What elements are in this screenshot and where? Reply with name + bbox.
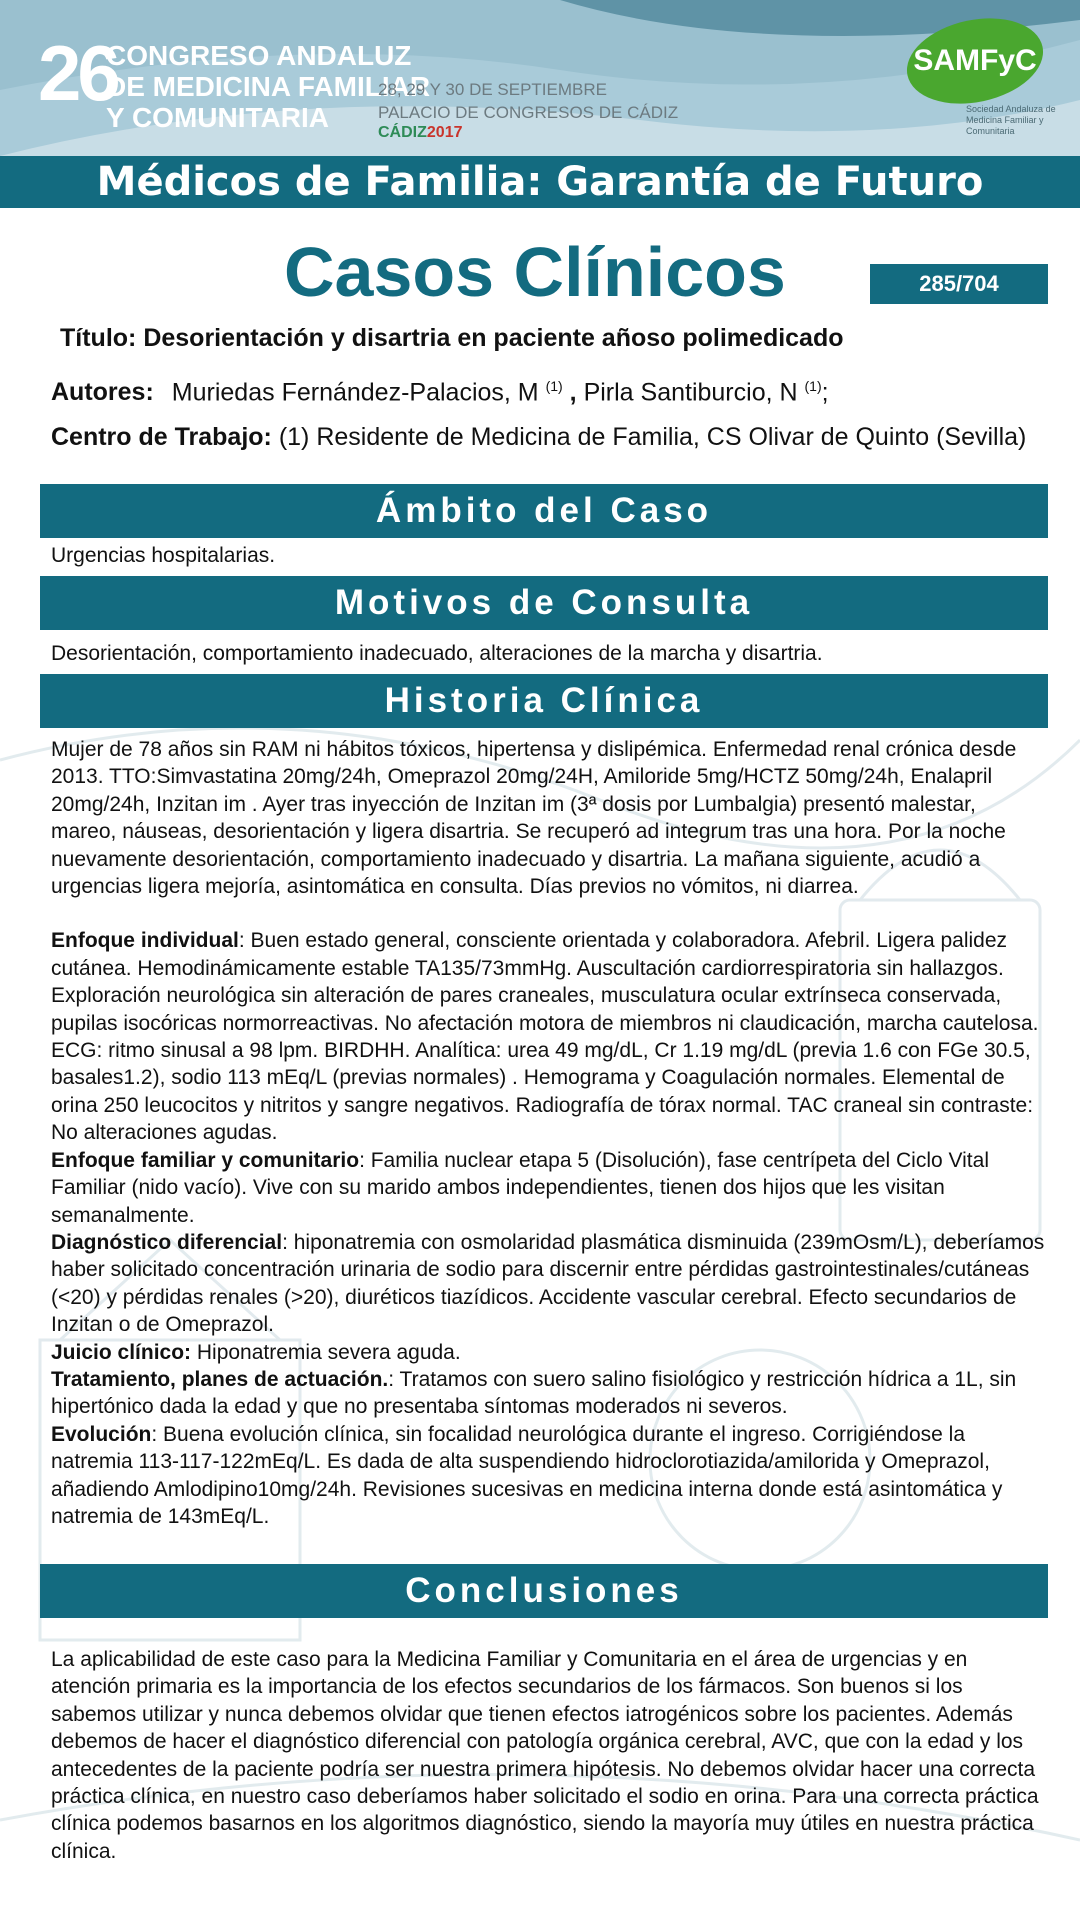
historia-juicio-clinico: Juicio clínico: Hiponatremia severa aguda. — [51, 1340, 461, 1364]
congress-city-year: CÁDIZ2017 — [378, 124, 463, 141]
slogan-banner: Médicos de Familia: Garantía de Futuro — [0, 156, 1080, 208]
historia-tratamiento: Tratamiento, planes de actuación.: Tratamos con suero salino fisiológico y restricción hídrica a 1L, sin hipertónico dada la edad y que no presentaba síntomas moderados ni severos. — [51, 1367, 1017, 1419]
historia-diagnostico-diferencial: Diagnóstico diferencial: hiponatremia con osmolaridad plasmática disminuida (239mOsm/L), deberíamos haber solicitado concentración urinaria de sodio para discernir entre pérdidas gastrointestinales/cutáneas (<20) y pérdidas renales (>20), diuréticos tiazídicos. Accidente vascular cerebral. Efecto secundarios de Inzitan o de Omeprazol. — [51, 1230, 1045, 1337]
motivos-text: Desorientación, comportamiento inadecuado, alteraciones de la marcha y disartria. — [51, 642, 823, 665]
page-title: Casos Clínicos — [284, 233, 786, 311]
section-heading-ambito: Ámbito del Caso — [40, 484, 1048, 538]
section-heading-historia: Historia Clínica — [40, 674, 1048, 728]
case-title: Título: Desorientación y disartria en paciente añoso polimedicado — [60, 324, 844, 352]
authors: Autores: Muriedas Fernández-Palacios, M $^{(1)}$ , Pirla Santiburcio, N $^{(1)}$; — [51, 378, 829, 407]
historia-enfoque-familiar: Enfoque familiar y comunitario: Familia nuclear etapa 5 (Disolución), fase centrípeta del Ciclo Vital Familiar (nido vacío). Vive con su marido ambos independientes, tienen dos hijos que les visitan semanalmente. — [51, 1148, 989, 1227]
congress-number: 26 — [38, 29, 117, 117]
samfyc-logo-text: SAMFyC — [913, 44, 1037, 77]
work-center: Centro de Trabajo: (1) Residente de Medicina de Familia, CS Olivar de Quinto (Sevilla) — [51, 423, 1027, 451]
congress-name: CONGRESO ANDALUZ DE MEDICINA FAMILIAR Y COMUNITARIA — [106, 40, 431, 133]
congress-header — [0, 0, 1080, 156]
historia-intro: Mujer de 78 años sin RAM ni hábitos tóxicos, hipertensa y dislipémica. Enfermedad renal crónica desde 2013. TTO:Simvastatina 20mg/24h, Omeprazol 20mg/24H, Amiloride 5mg/HCTZ 50mg/24h, Enalapril 20mg/24h, Inzitan im . Ayer tras inyección de Inzitan im (3ª dosis por Lumbalgia) presentó malestar, mareo, náuseas, desorientación y ligera disartria. Se recuperó ad integrum tras una hora. Por la noche nuevamente desorientación, comportamiento inadecuado y disartria. La mañana siguiente, acudió a urgencias ligera mejoría, asintomática en consulta. Días previos no vómitos, ni diarrea. — [51, 738, 1017, 899]
samfyc-logo-subtitle: Sociedad Andaluza de Medicina Familiar y Comunitaria — [966, 104, 1056, 136]
historia-enfoque-individual: Enfoque individual: Buen estado general, consciente orientada y colaboradora. Afebril. Ligera palidez cutánea. Hemodinámicamente estable TA135/73mmHg. Auscultación cardiorrespiratoria sin hallazgos. Exploración neurológica sin alteración de pares craneales, musculatura ocular extrínseca conservada, pupilas isocóricas normorreactivas. No afectación motora de miembros ni claudicación, marcha cautelosa. ECG: ritmo sinusal a 98 lpm. BIRDHH. Analítica: urea 49 mg/dL, Cr 1.19 mg/dL (previa 1.6 con FGe 30.5, basales1.2), sodio 113 mEq/L (previas normales) . Hemograma y Coagulación normales. Elemental de orina 250 leucocitos y nitritos y sangre negativos. Radiografía de tórax normal. TAC craneal sin contraste: No alteraciones agudas. — [51, 929, 1039, 1145]
congress-dates: 28, 29 Y 30 DE SEPTIEMBRE PALACIO DE CONGRESOS DE CÁDIZ — [378, 80, 679, 122]
section-heading-motivos: Motivos de Consulta — [40, 576, 1048, 630]
case-number-badge: 285/704 — [870, 264, 1048, 304]
historia-body — [51, 736, 1046, 1530]
ambito-text: Urgencias hospitalarias. — [51, 544, 276, 567]
historia-evolucion: Evolución: Buena evolución clínica, sin focalidad neurológica durante el ingreso. Corrigiéndose la natremia 113-117-122mEq/L. Es dada de alta suspendiendo hidroclorotiazida/amilorida y Omeprazol, añadiendo Amlodipino10mg/24h. Revisiones sucesivas en medicina interna donde está asintomática y natremia de 143mEq/L. — [51, 1422, 1003, 1528]
section-heading-conclusiones: Conclusiones — [40, 1564, 1048, 1618]
conclusiones-text: La aplicabilidad de este caso para la Medicina Familiar y Comunitaria en el área de urgencias y en atención primaria es la importancia de los efectos secundarios de los fármacos. Son buenos si los sabemos utilizar y nunca debemos olvidar que tienen efectos iatrogénicos sobre los pacientes. Además debemos de hacer el diagnóstico diferencial con patología orgánica cerebral, AVC, que con la edad y los antecedentes de la paciente podría ser nuestra primera hipótesis. No debemos olvidar hacer una correcta práctica clínica, en nuestro caso deberíamos haber solicitado el sodio en orina. Para una correcta práctica clínica podemos basarnos en los algoritmos diagnóstico, siendo la mayoría muy útiles en nuestra práctica clínica. — [51, 1648, 1039, 1863]
